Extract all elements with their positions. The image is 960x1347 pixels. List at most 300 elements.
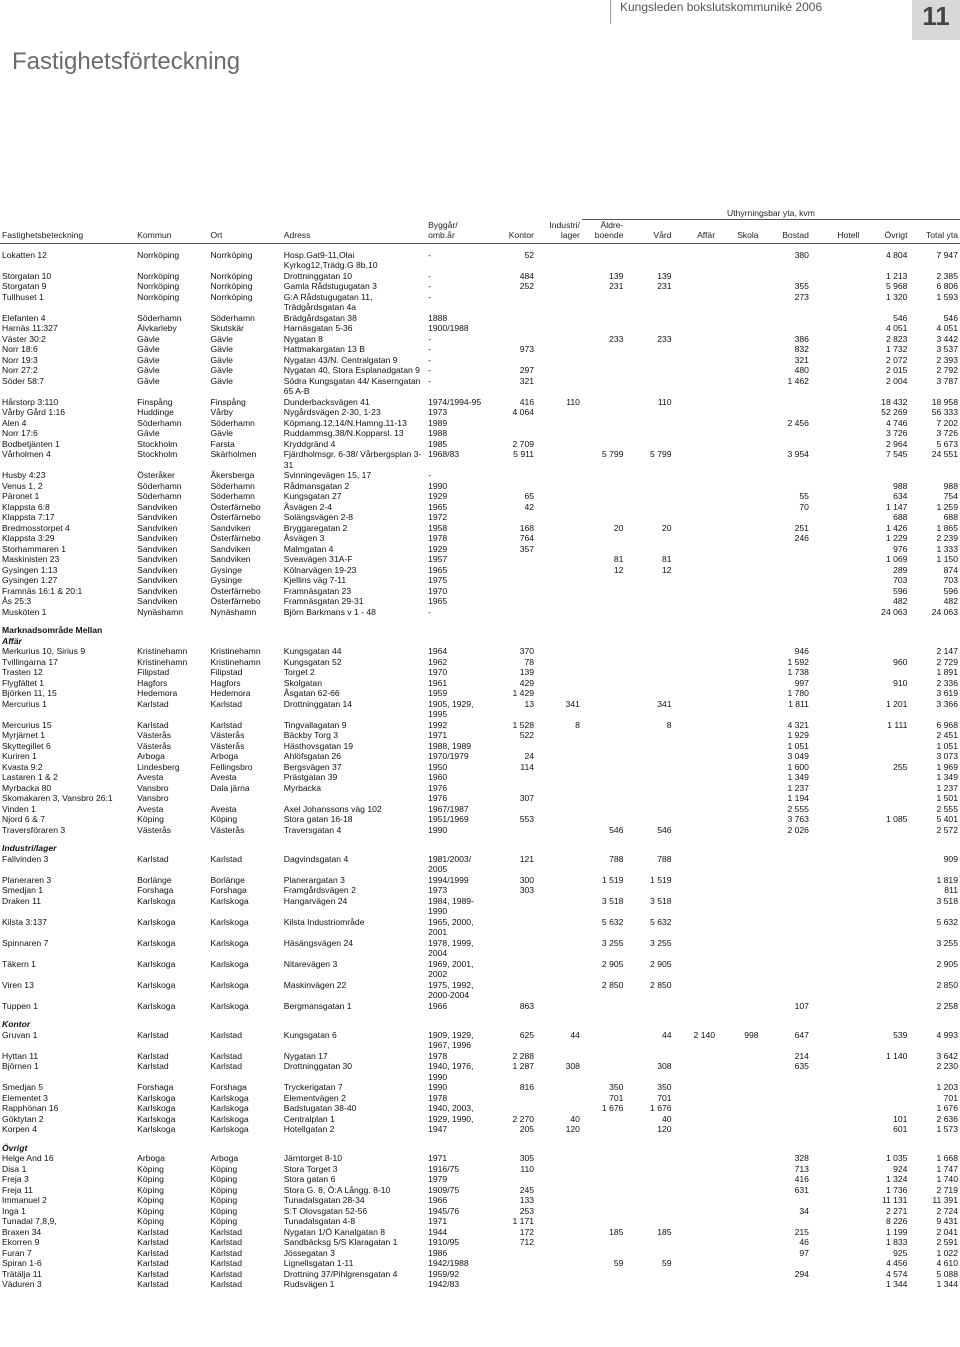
table-cell <box>625 376 673 397</box>
table-cell <box>625 762 673 773</box>
table-cell <box>625 243 673 271</box>
table-cell <box>674 323 718 334</box>
table-cell: 522 <box>519 730 535 740</box>
table-cell: Karlskoga <box>137 1000 176 1011</box>
table-cell: 1 287 <box>512 1061 535 1071</box>
table-cell: 1962 <box>428 656 448 667</box>
table-cell <box>674 1237 718 1248</box>
table-cell: Vårby <box>210 407 233 417</box>
table-cell: 909 <box>943 853 958 864</box>
table-cell: Tunadal 7,8,9, <box>2 1216 57 1226</box>
table-cell: 321 <box>794 354 809 365</box>
table-cell <box>674 607 718 618</box>
table-cell <box>717 1164 761 1175</box>
table-cell: Dunderbacksvägen 41 <box>283 396 370 407</box>
table-cell <box>674 1227 718 1238</box>
table-cell: 4 610 <box>936 1258 958 1268</box>
table-cell: Avesta <box>210 772 237 782</box>
table-cell: Rådmansgatan 2 <box>283 480 350 491</box>
table-cell <box>717 1195 761 1206</box>
table-cell <box>717 544 761 555</box>
table-row <box>0 688 960 699</box>
table-cell: Gävle <box>210 375 233 386</box>
table-cell: 1971 <box>428 730 448 740</box>
table-cell: 546 <box>657 824 672 835</box>
table-cell <box>674 428 718 439</box>
table-cell: 874 <box>943 564 958 575</box>
table-cell <box>582 1001 626 1012</box>
table-cell <box>811 1103 861 1114</box>
table-row <box>0 793 960 804</box>
table-cell <box>761 586 811 597</box>
table-cell: Smedjan 1 <box>2 885 44 895</box>
table-cell: Bergsvägen 37 <box>283 761 342 772</box>
table-cell <box>625 1216 673 1227</box>
table-cell <box>717 376 761 397</box>
table-cell <box>486 741 536 752</box>
spacer-cell <box>0 1011 960 1019</box>
table-cell: Gävle <box>137 344 160 354</box>
table-cell <box>536 439 582 450</box>
table-cell <box>486 896 536 917</box>
table-cell <box>582 804 626 815</box>
table-cell: 3 518 <box>650 895 672 906</box>
table-cell <box>536 376 582 397</box>
table-cell <box>536 292 582 313</box>
table-cell: Norrköping <box>137 249 180 260</box>
table-cell: 2 393 <box>936 354 958 365</box>
table-cell <box>582 1195 626 1206</box>
table-cell <box>811 1114 861 1125</box>
table-cell: 1 069 <box>885 554 908 564</box>
table-cell <box>536 814 582 825</box>
table-cell: 44 <box>661 1029 672 1040</box>
table-cell: 110 <box>657 396 672 407</box>
column-header: Adress <box>282 219 426 243</box>
table-cell: 1 140 <box>885 1050 908 1061</box>
table-cell <box>674 1061 718 1082</box>
table-cell: 1 780 <box>787 688 809 698</box>
table-cell <box>582 730 626 741</box>
table-cell: 1961 <box>428 677 448 688</box>
table-cell: Smedjan 5 <box>2 1082 44 1092</box>
table-cell <box>582 1237 626 1248</box>
table-cell: 1 519 <box>601 874 624 885</box>
table-cell: 52 269 <box>881 407 908 417</box>
table-cell <box>486 418 536 429</box>
table-cell <box>717 1103 761 1114</box>
table-cell <box>717 1082 761 1093</box>
table-cell: Forshaga <box>210 1082 247 1092</box>
table-cell: Bergmansgatan 1 <box>283 1000 352 1011</box>
column-header: Industri/ lager <box>536 219 582 243</box>
table-cell: Nygatan 1/Ö Kanalgatan 8 <box>283 1226 386 1237</box>
table-cell: 5 632 <box>650 916 672 927</box>
table-row <box>0 1164 960 1175</box>
table-cell <box>486 772 536 783</box>
table-cell: 1929 <box>428 543 448 554</box>
table-cell: 215 <box>794 1226 809 1237</box>
table-cell: 1978 <box>428 1050 448 1061</box>
table-cell <box>486 596 536 607</box>
table-cell: 1 111 <box>887 719 908 730</box>
table-cell: 3 255 <box>650 937 672 948</box>
table-cell: Häsängsvägen 24 <box>283 937 354 948</box>
table-cell <box>674 772 718 783</box>
table-cell <box>486 323 536 334</box>
table-cell: 539 <box>893 1029 908 1040</box>
table-cell <box>625 804 673 815</box>
table-cell <box>761 470 811 481</box>
table-cell <box>674 1206 718 1217</box>
table-cell: 2 147 <box>936 646 958 656</box>
table-cell: Gävle <box>137 354 160 365</box>
table-cell <box>582 1185 626 1196</box>
table-cell: 1979 <box>428 1174 448 1184</box>
table-cell: Västerås <box>137 730 172 740</box>
table-cell <box>674 491 718 502</box>
table-cell: 701 <box>657 1092 672 1103</box>
table-cell <box>811 896 861 917</box>
table-cell: Kristinehamn <box>210 656 261 667</box>
table-cell <box>674 1082 718 1093</box>
table-cell: Malmgatan 4 <box>283 543 334 554</box>
table-cell: Skyttegillet 6 <box>2 740 51 751</box>
table-cell <box>811 1051 861 1062</box>
table-row <box>0 1153 960 1164</box>
table-cell: 308 <box>565 1061 580 1071</box>
table-cell <box>717 344 761 355</box>
table-cell <box>717 418 761 429</box>
table-cell <box>486 1269 536 1280</box>
table-cell <box>811 470 861 481</box>
table-cell: 1 865 <box>936 522 958 533</box>
table-cell: 863 <box>519 1000 535 1011</box>
table-cell: Framgårdsvägen 2 <box>283 885 356 895</box>
table-cell: Stora Torget 3 <box>283 1163 338 1174</box>
table-cell: Hosp.Gat9-11,Olai Kyrkog12,Trädg.G 8b,10 <box>283 249 378 270</box>
table-cell <box>536 491 582 502</box>
table-cell: 3 255 <box>936 937 958 948</box>
table-cell: 2 555 <box>936 803 958 814</box>
table-row <box>0 772 960 783</box>
table-cell: 1 035 <box>885 1153 908 1163</box>
table-cell: Sandviken <box>137 554 178 564</box>
table-cell <box>582 751 626 762</box>
table-cell <box>861 1103 909 1114</box>
table-cell <box>717 688 761 699</box>
table-cell <box>582 428 626 439</box>
table-row <box>0 896 960 917</box>
table-row <box>0 1185 960 1196</box>
table-cell <box>861 938 909 959</box>
table-cell: Harnäsgatan 5-36 <box>283 323 353 333</box>
table-cell: 8 226 <box>885 1216 908 1226</box>
table-cell: Drottninggatan 30 <box>283 1061 353 1071</box>
table-cell: 2 041 <box>936 1226 958 1237</box>
table-cell <box>674 938 718 959</box>
table-cell <box>909 470 960 481</box>
table-cell: Fjärdholmsgr. 6-38/ Vårbergsplan 3-31 <box>283 449 422 470</box>
table-cell <box>861 804 909 815</box>
table-cell <box>536 502 582 513</box>
table-cell: Svinningevägen 15, 17 <box>283 470 372 480</box>
table-cell: Karlstad <box>210 1237 242 1247</box>
table-cell: Sandviken <box>210 543 251 554</box>
table-cell: 350 <box>609 1082 624 1092</box>
table-cell <box>536 586 582 597</box>
table-cell: Skärholmen <box>210 449 257 459</box>
table-cell <box>536 762 582 773</box>
table-cell: 1988 <box>428 428 448 438</box>
table-cell: 110 <box>520 1163 535 1174</box>
table-cell <box>582 1114 626 1125</box>
table-cell: 2 850 <box>601 979 624 990</box>
table-body <box>0 243 960 1290</box>
table-cell: Lignellsgatan 1-11 <box>283 1258 354 1268</box>
table-cell: Sandbäcksg 5/S Klaragatan 1 <box>283 1237 398 1247</box>
subsection-heading-row <box>0 843 960 854</box>
table-row <box>0 875 960 886</box>
table-cell: Ås 25:3 <box>2 596 32 606</box>
table-cell: 273 <box>794 291 809 302</box>
table-cell: Norrköping <box>210 291 253 302</box>
table-cell: 1 891 <box>936 667 958 677</box>
table-cell <box>486 470 536 481</box>
table-cell <box>674 1174 718 1185</box>
table-cell <box>582 1061 626 1082</box>
table-cell <box>717 1174 761 1185</box>
table-cell: Sandviken <box>210 554 251 564</box>
table-cell <box>811 1248 861 1259</box>
table-cell <box>761 938 811 959</box>
table-cell: Drottning 37/Pihlgrensgatan 4 <box>283 1268 398 1279</box>
table-cell <box>582 243 626 271</box>
table-cell <box>811 646 861 657</box>
table-cell: 1981/2003/ 2005 <box>428 853 472 874</box>
table-cell: 3 518 <box>601 895 624 906</box>
table-cell: 3 642 <box>936 1050 958 1061</box>
table-cell <box>761 1216 811 1227</box>
table-cell: 1968/83 <box>428 449 460 459</box>
subsection-heading: Affär <box>2 635 22 646</box>
table-cell <box>861 1061 909 1082</box>
table-cell: 1 199 <box>885 1226 908 1237</box>
table-cell: 341 <box>657 698 672 709</box>
table-cell: 20 <box>613 522 624 533</box>
table-cell <box>674 502 718 513</box>
table-cell <box>582 575 626 586</box>
table-cell <box>674 554 718 565</box>
table-cell <box>811 554 861 565</box>
table-cell: Gävle <box>137 428 160 438</box>
table-cell: 1959 <box>428 688 448 698</box>
table-cell: Bredmosstorpet 4 <box>2 522 70 533</box>
table-cell <box>536 730 582 741</box>
table-cell <box>536 646 582 657</box>
group-header-uthyrningsbar-yta: Uthyrningsbar yta, kvm <box>582 208 960 219</box>
table-cell <box>717 1051 761 1062</box>
table-cell: 2 072 <box>885 354 908 365</box>
table-cell: 960 <box>893 656 908 667</box>
table-cell: 634 <box>893 491 908 501</box>
table-cell <box>717 407 761 418</box>
table-cell <box>536 772 582 783</box>
table-cell: 380 <box>794 249 809 260</box>
table-cell <box>717 355 761 366</box>
table-cell <box>717 554 761 565</box>
table-cell <box>625 439 673 450</box>
property-table-container <box>0 208 960 1290</box>
table-cell <box>536 688 582 699</box>
table-cell: Karlstad <box>137 1226 169 1237</box>
table-cell <box>582 762 626 773</box>
table-cell: Tuppen 1 <box>2 1000 38 1011</box>
table-cell: 1916/75 <box>428 1163 460 1174</box>
table-cell <box>811 1093 861 1104</box>
table-cell: Norrköping <box>210 249 253 260</box>
table-cell <box>811 751 861 762</box>
table-cell: 1 811 <box>788 698 809 709</box>
table-cell <box>674 1153 718 1164</box>
table-cell: Spinnaren 7 <box>2 937 49 948</box>
table-cell <box>717 751 761 762</box>
table-cell: 631 <box>794 1184 809 1195</box>
table-cell: 1967/1987 <box>428 803 469 814</box>
table-cell <box>536 565 582 576</box>
table-cell: 4 051 <box>936 323 958 333</box>
table-cell: Kvasta 9:2 <box>2 761 43 772</box>
table-row <box>0 407 960 418</box>
table-cell <box>761 1258 811 1269</box>
table-cell <box>536 607 582 618</box>
table-cell <box>582 323 626 334</box>
table-cell <box>717 1093 761 1104</box>
table-cell: Kryddgränd 4 <box>283 438 336 449</box>
table-cell <box>582 376 626 397</box>
table-cell: 1960 <box>428 772 448 782</box>
table-cell: - <box>428 365 431 375</box>
table-cell <box>625 1185 673 1196</box>
table-cell <box>861 470 909 481</box>
table-cell <box>536 575 582 586</box>
table-cell: Nygatan 17 <box>283 1050 328 1061</box>
table-cell: 997 <box>794 677 809 688</box>
table-header <box>0 208 960 243</box>
table-cell <box>674 418 718 429</box>
table-cell: 300 <box>519 874 535 885</box>
table-cell <box>674 1195 718 1206</box>
table-cell: 998 <box>744 1029 759 1040</box>
table-cell: Korpen 4 <box>2 1124 37 1134</box>
table-cell <box>717 1124 761 1135</box>
table-cell: Kilsta 3:137 <box>2 916 47 927</box>
table-cell <box>582 646 626 657</box>
table-cell: Fallvinden 3 <box>2 853 49 864</box>
table-cell: Karlskoga <box>210 958 249 969</box>
table-cell <box>486 1279 536 1290</box>
table-cell: Köping <box>210 1174 238 1184</box>
table-cell <box>761 407 811 418</box>
table-cell: 2 572 <box>936 824 958 835</box>
table-cell: 754 <box>943 491 958 501</box>
table-cell <box>486 428 536 439</box>
table-row <box>0 271 960 282</box>
table-cell: Köping <box>210 1195 238 1205</box>
table-row <box>0 980 960 1001</box>
table-cell: Köping <box>210 1216 238 1226</box>
table-cell: 1 732 <box>885 344 908 354</box>
table-cell: Västerås <box>210 730 245 740</box>
table-cell <box>761 512 811 523</box>
table-row <box>0 1030 960 1051</box>
table-cell <box>536 1269 582 1280</box>
table-cell <box>674 281 718 292</box>
table-cell <box>861 688 909 699</box>
table-cell <box>674 481 718 492</box>
table-cell <box>536 523 582 534</box>
table-row <box>0 1001 960 1012</box>
table-row <box>0 1227 960 1238</box>
table-cell: 553 <box>519 814 535 824</box>
table-cell <box>486 917 536 938</box>
table-cell <box>674 407 718 418</box>
table-cell: 3 954 <box>787 449 809 459</box>
table-cell: 11 391 <box>932 1195 958 1205</box>
table-cell <box>536 678 582 689</box>
table-cell <box>811 1030 861 1051</box>
table-cell: 1 201 <box>885 698 908 709</box>
table-cell: 688 <box>893 512 908 522</box>
table-cell <box>582 678 626 689</box>
table-cell: Filipstad <box>210 667 243 677</box>
table-cell <box>811 804 861 815</box>
table-cell: Trätälja 11 <box>2 1268 42 1279</box>
table-cell: 1990 <box>428 824 448 835</box>
table-cell: 81 <box>613 554 624 564</box>
table-cell: 1 519 <box>650 874 672 885</box>
table-cell: 416 <box>519 396 535 407</box>
table-cell <box>761 980 811 1001</box>
table-cell: Köping <box>137 1195 164 1205</box>
table-cell <box>582 741 626 752</box>
table-cell: Köpmang.12,14/N.Hamng.11-13 <box>283 417 407 428</box>
table-cell: 601 <box>893 1124 908 1134</box>
table-cell: Drottninggatan 10 <box>283 270 353 281</box>
table-cell: 1 237 <box>787 782 809 793</box>
table-cell: 788 <box>657 853 672 864</box>
table-cell <box>625 1248 673 1259</box>
table-cell <box>811 292 861 313</box>
table-cell: Karlstad <box>210 1279 242 1289</box>
table-cell: 59 <box>613 1258 624 1268</box>
table-cell: 5 911 <box>513 449 535 459</box>
table-cell <box>811 1174 861 1185</box>
table-cell: 1988, 1989 <box>428 740 472 751</box>
table-cell: Ahlöfsgatan 26 <box>283 751 342 761</box>
table-cell <box>625 646 673 657</box>
table-cell <box>625 1237 673 1248</box>
table-cell: Sandviken <box>137 501 178 512</box>
table-row <box>0 439 960 450</box>
table-cell: Hyttan 11 <box>2 1050 39 1061</box>
table-cell <box>582 772 626 783</box>
table-cell <box>674 397 718 408</box>
table-cell <box>717 491 761 502</box>
table-cell: Furan 7 <box>2 1247 32 1258</box>
table-cell <box>861 980 909 1001</box>
table-cell <box>582 470 626 481</box>
